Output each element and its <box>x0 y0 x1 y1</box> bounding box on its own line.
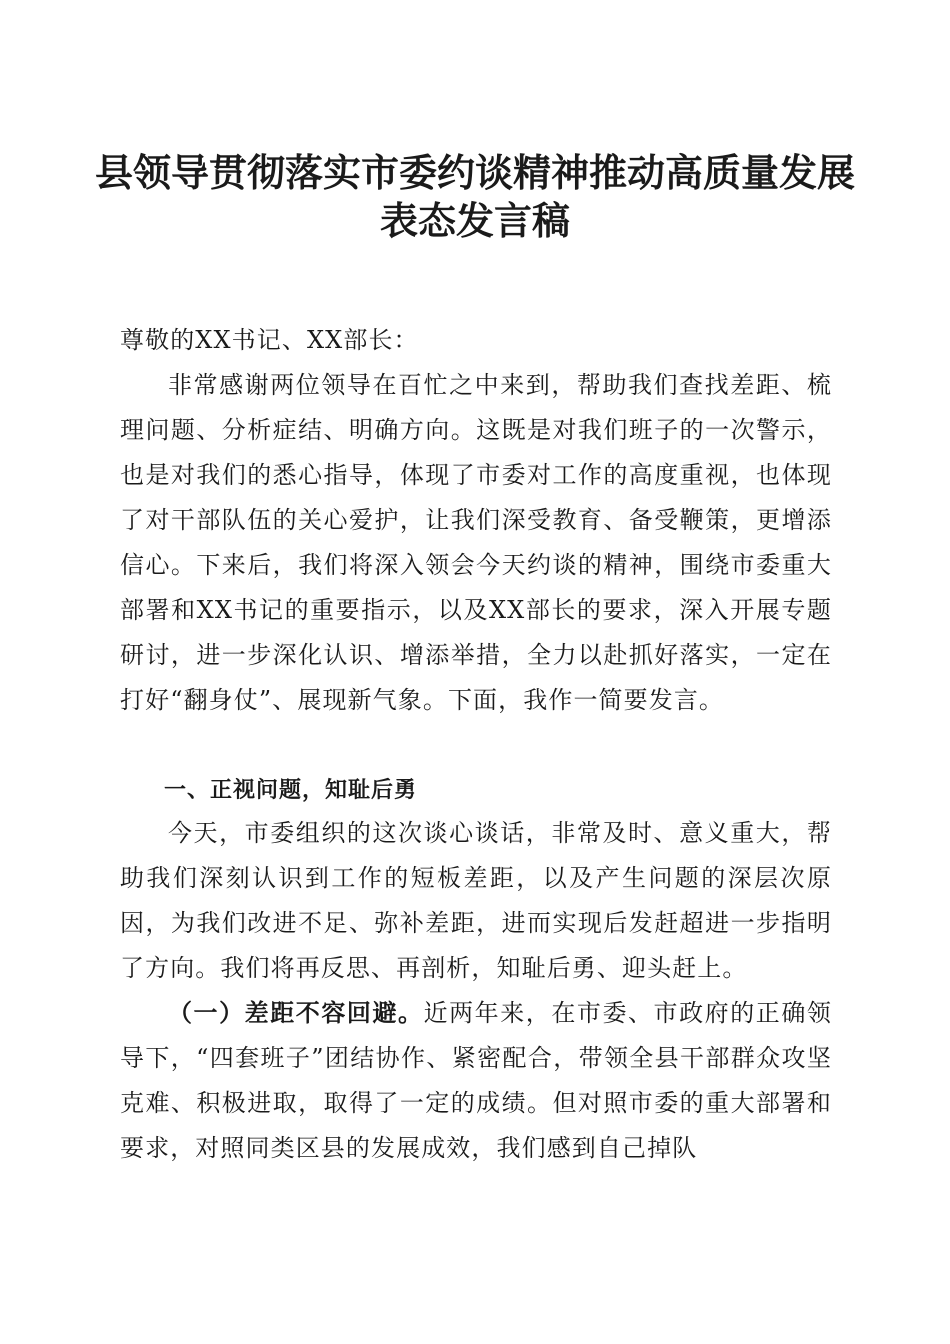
salutation: 尊敬的XX书记、XX部长： <box>120 326 419 354</box>
paragraph-section-1: 今天，市委组织的这次谈心谈话，非常及时、意义重大，帮助我们深刻认识到工作的短板差距，以及产生问题的深层次原因，为我们改进不足、弥补差距，进而实现后发赶超进一步指明了方向。我们将再反思、再剖析，知耻后勇、迎头赶上。 <box>120 819 832 982</box>
paragraph-subsection-1-text: 近两年来，在市委、市政府的正确领导下，“四套班子”团结协作、紧密配合，带领全县干部群众攻坚克难、积极进取，取得了一定的成绩。但对照市委的重大部署和要求，对照同类区县的发展成效，我们感到自己掉队 <box>120 999 832 1162</box>
paragraph-intro: 非常感谢两位领导在百忙之中来到，帮助我们查找差距、梳理问题、分析症结、明确方向。这既是对我们班子的一次警示，也是对我们的悉心指导，体现了市委对工作的高度重视，也体现了对干部队伍的关心爱护，让我们深受教育、备受鞭策，更增添信心。下来后，我们将深入领会今天约谈的精神，围绕市委重大部署和XX书记的重要指示，以及XX部长的要求，深入开展专题研讨，进一步深化认识、增添举措，全力以赴抓好落实，一定在打好“翻身仗”、展现新气象。下面，我作一简要发言。 <box>120 371 832 714</box>
document-title-line-1: 县领导贯彻落实市委约谈精神推动高质量发展 <box>94 150 855 195</box>
document-title-line-2: 表态发言稿 <box>379 198 570 243</box>
section-heading-1: 一、正视问题，知耻后勇 <box>164 778 418 803</box>
subsection-heading-1: （一）差距不容回避。 <box>168 999 424 1027</box>
paragraph-subsection-1 <box>120 991 832 1171</box>
